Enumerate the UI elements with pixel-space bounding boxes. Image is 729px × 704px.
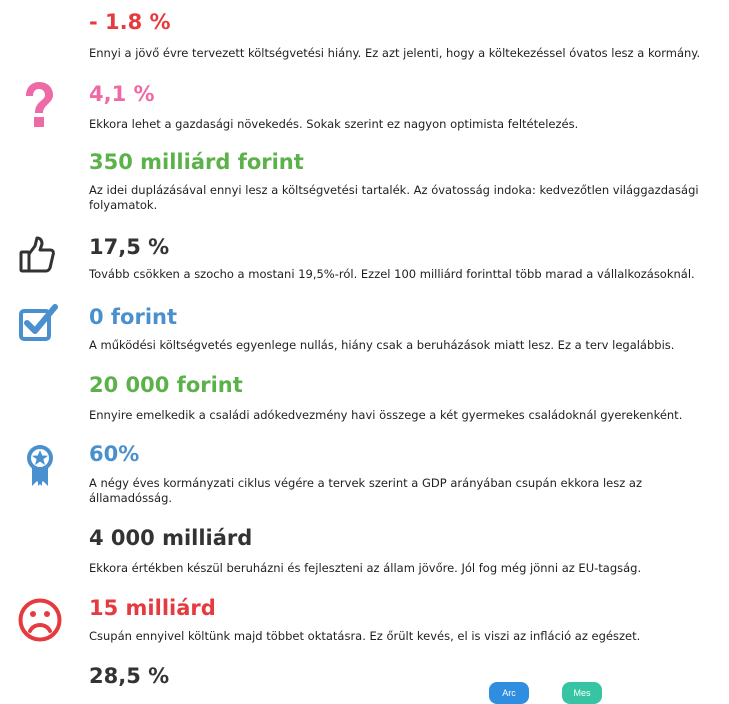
stat-description: Ekkora lehet a gazdasági növekedés. Sokak szerint ez nagyon optimista feltételezés. [89, 117, 579, 131]
floating-button-right[interactable]: Mes [562, 682, 602, 704]
stat-value: 60% [89, 442, 140, 466]
stat-description: Ennyi a jövő évre tervezett költségvetési hiány. Ez azt jelenti, hogy a költekezéssel óvatos lesz a kormány. [89, 46, 701, 60]
stat-value: 20 000 forint [89, 373, 243, 397]
sad-face-icon [18, 598, 62, 642]
stat-value: 28,5 % [89, 664, 170, 688]
stat-description: Tovább csökken a szocho a mostani 19,5%-ról. Ezzel 100 milliárd forinttal több marad a vállalkozásoknál. [89, 267, 695, 281]
stat-item-vat [89, 664, 729, 688]
stat-value: 4,1 % [89, 82, 155, 106]
stat-item-growth [89, 82, 729, 132]
stat-item-education [89, 596, 729, 644]
stat-item-operating-balance [89, 305, 729, 353]
stat-item-public-debt [89, 442, 729, 506]
stat-description: A négy éves kormányzati ciklus végére a tervek szerint a GDP arányában csupán ekkora lesz az államadósság. [89, 476, 643, 505]
stat-item-investment [89, 526, 729, 576]
stat-item-family-allowance [89, 373, 729, 423]
stat-description: Ennyire emelkedik a családi adókedvezmény havi összege a két gyermekes családoknál gyerekenként. [89, 408, 683, 422]
thumbs-up-icon [19, 236, 55, 274]
stat-value: - 1.8 % [89, 10, 171, 34]
stat-description: Az idei duplázásával ennyi lesz a költségvetési tartalék. Az óvatosság indoka: kedvezőtlen világgazdasági folyamatok. [89, 183, 699, 212]
stat-description: Csupán ennyivel költünk majd többet oktatásra. Ez őrült kevés, el is viszi az infláció az egészet. [89, 629, 641, 643]
stat-description: A működési költségvetés egyenlege nullás, hiány csak a beruházások miatt lesz. Ez a terv legalábbis. [89, 338, 675, 352]
stat-value: 350 milliárd forint [89, 150, 304, 174]
stat-value: 4 000 milliárd [89, 526, 253, 550]
award-ribbon-icon [26, 444, 54, 488]
floating-button-left[interactable]: Arc [489, 682, 529, 704]
stat-value: 17,5 % [89, 235, 170, 259]
checkbox-icon [18, 302, 58, 342]
stat-value: 15 milliárd [89, 596, 216, 620]
stat-description: Ekkora értékben készül beruházni és fejleszteni az állam jövőre. Jól fog még jönni az EU-tagság. [89, 561, 642, 575]
stat-item-reserve [89, 150, 729, 213]
stat-item-deficit [89, 10, 729, 61]
question-mark-icon [21, 82, 57, 128]
stat-value: 0 forint [89, 305, 178, 329]
stat-item-social-tax [89, 235, 729, 282]
